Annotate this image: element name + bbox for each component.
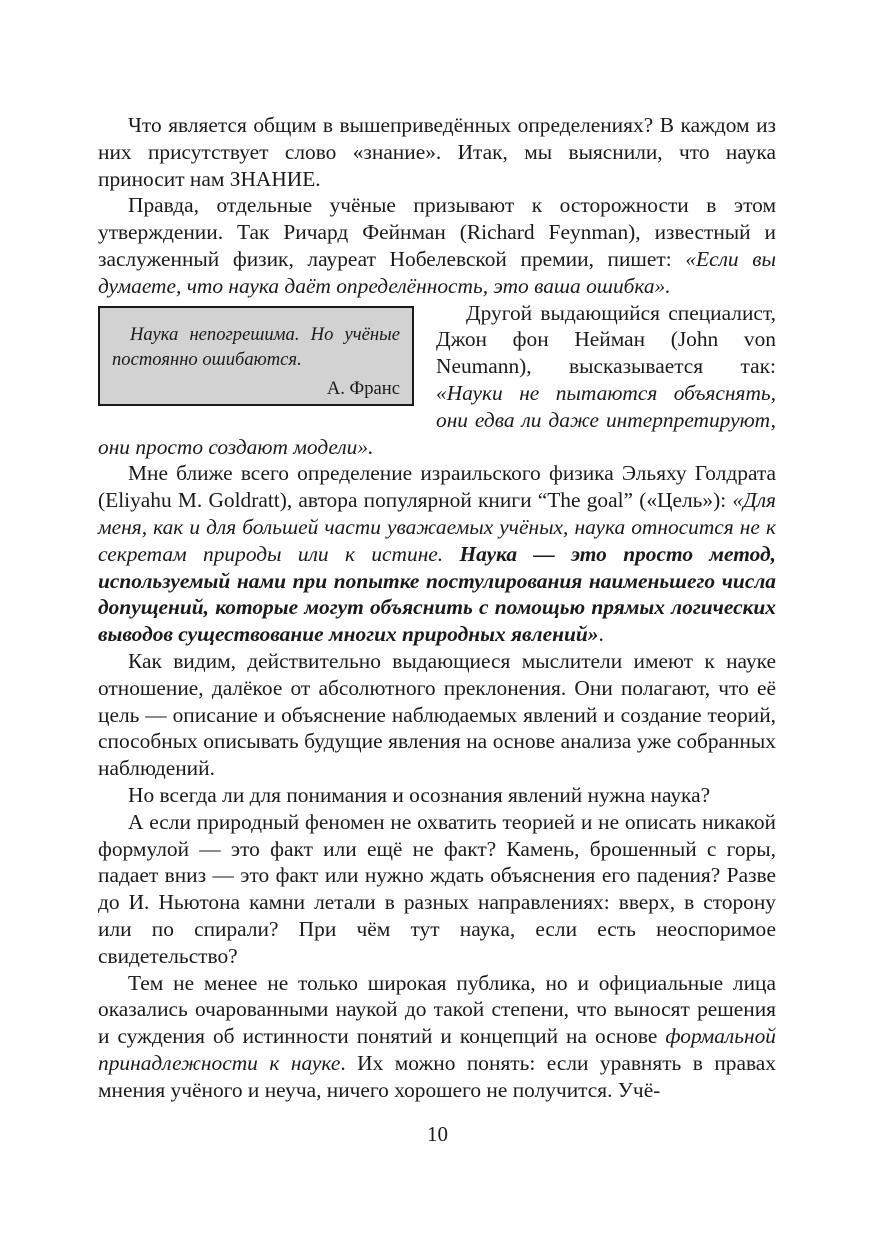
formal-science-phrase: формальной принадлежности к науке: [98, 1024, 776, 1075]
paragraph-6: Но всегда ли для понимания и осознания явлений нужна наука?: [128, 782, 711, 807]
paragraph-2: Правда, отдельные учёные призывают к осторожности в этом утверждении. Так Ричард Фейнман (Richard Feynman), известный и заслуженный физик, лауреат Нобелевской премии, пишет: «Если вы думаете, что наука даёт определённость, это ваша ошибка».: [98, 193, 777, 298]
paragraph-3: Другой выдающийся специалист, Джон фон Нейман (John von Neumann), высказывается так: «Науки не пытаются объяснять, они едва ли даже интерпретируют, они просто создают модели».: [98, 300, 776, 459]
feynman-quote: «Если вы думаете, что наука даёт определённость, это ваша ошибка».: [98, 246, 777, 298]
paragraph-5: Как видим, действительно выдающиеся мыслители имеют к науке отношение, далёкое от абсолютного преклонения. Они полагают, что её цель — описание и объяснение наблюдаемых явлений и создание теорий, способных описывать будущие явления на основе анализа уже собранных наблюдений.: [98, 648, 776, 781]
goldratt-quote-italic: «Для меня, как и для большей части уважаемых учёных, наука относится не к секретам природы или к истине.: [98, 488, 776, 566]
paragraph-4: Мне ближе всего определение израильского физика Эльяху Голдрата (Eliyahu M. Goldratt), автора популярной книги “The goal” («Цель»): «Для меня, как и для большей части уважаемых учёных, наука относится не к секретам природы или к истине. Наука — это просто метод, используемый нами при попытке постулирования наименьшего числа допущений, которые могут объяснить с помощью прямых логических выводов существование многих природных явлений».: [98, 461, 776, 647]
epigraph-quote: Наука непогрешима. Но учёные постоянно ошибаются.: [112, 323, 400, 370]
paragraph-1: Что является общим в вышеприведённых определениях? В каждом из них присутствует слово «знание». Итак, мы выяснили, что наука приносит нам ЗНАНИЕ.: [98, 113, 776, 191]
page-body: [98, 112, 776, 1103]
page-number: 10: [427, 1122, 448, 1146]
paragraph-7: А если природный феномен не охватить теорией и не описать никакой формулой — это факт или ещё не факт? Камень, брошенный с горы, падает вниз — это факт или нужно ждать объяснения его падения? Разве до И. Ньютона камни летали в разных направлениях: вверх, в сторону или по спирали? При чём тут наука, если есть неоспоримое свидетельство?: [98, 809, 776, 968]
epigraph-box: [98, 306, 414, 406]
epigraph-author: А. Франс: [326, 377, 400, 399]
paragraph-8: Тем не менее не только широкая публика, но и официальные лица оказались очарованными наукой до такой степени, что выносят решения и суждения об истинности понятий и концепций на основе формальной принадлежности к науке. Их можно понять: если уравнять в правах мнения учёного и неуча, ничего хорошего не получится. Учё-: [98, 970, 776, 1102]
neumann-quote: «Науки не пытаются объяснять, они едва ли даже интерпретируют, они просто создают модели».: [98, 380, 776, 459]
goldratt-quote-bold: Наука — это просто метод, используемый нами при попытке постулирования наименьшего числа допущений, которые могут объяснить с помощью прямых логических выводов существование многих природных явлений»: [98, 541, 776, 647]
